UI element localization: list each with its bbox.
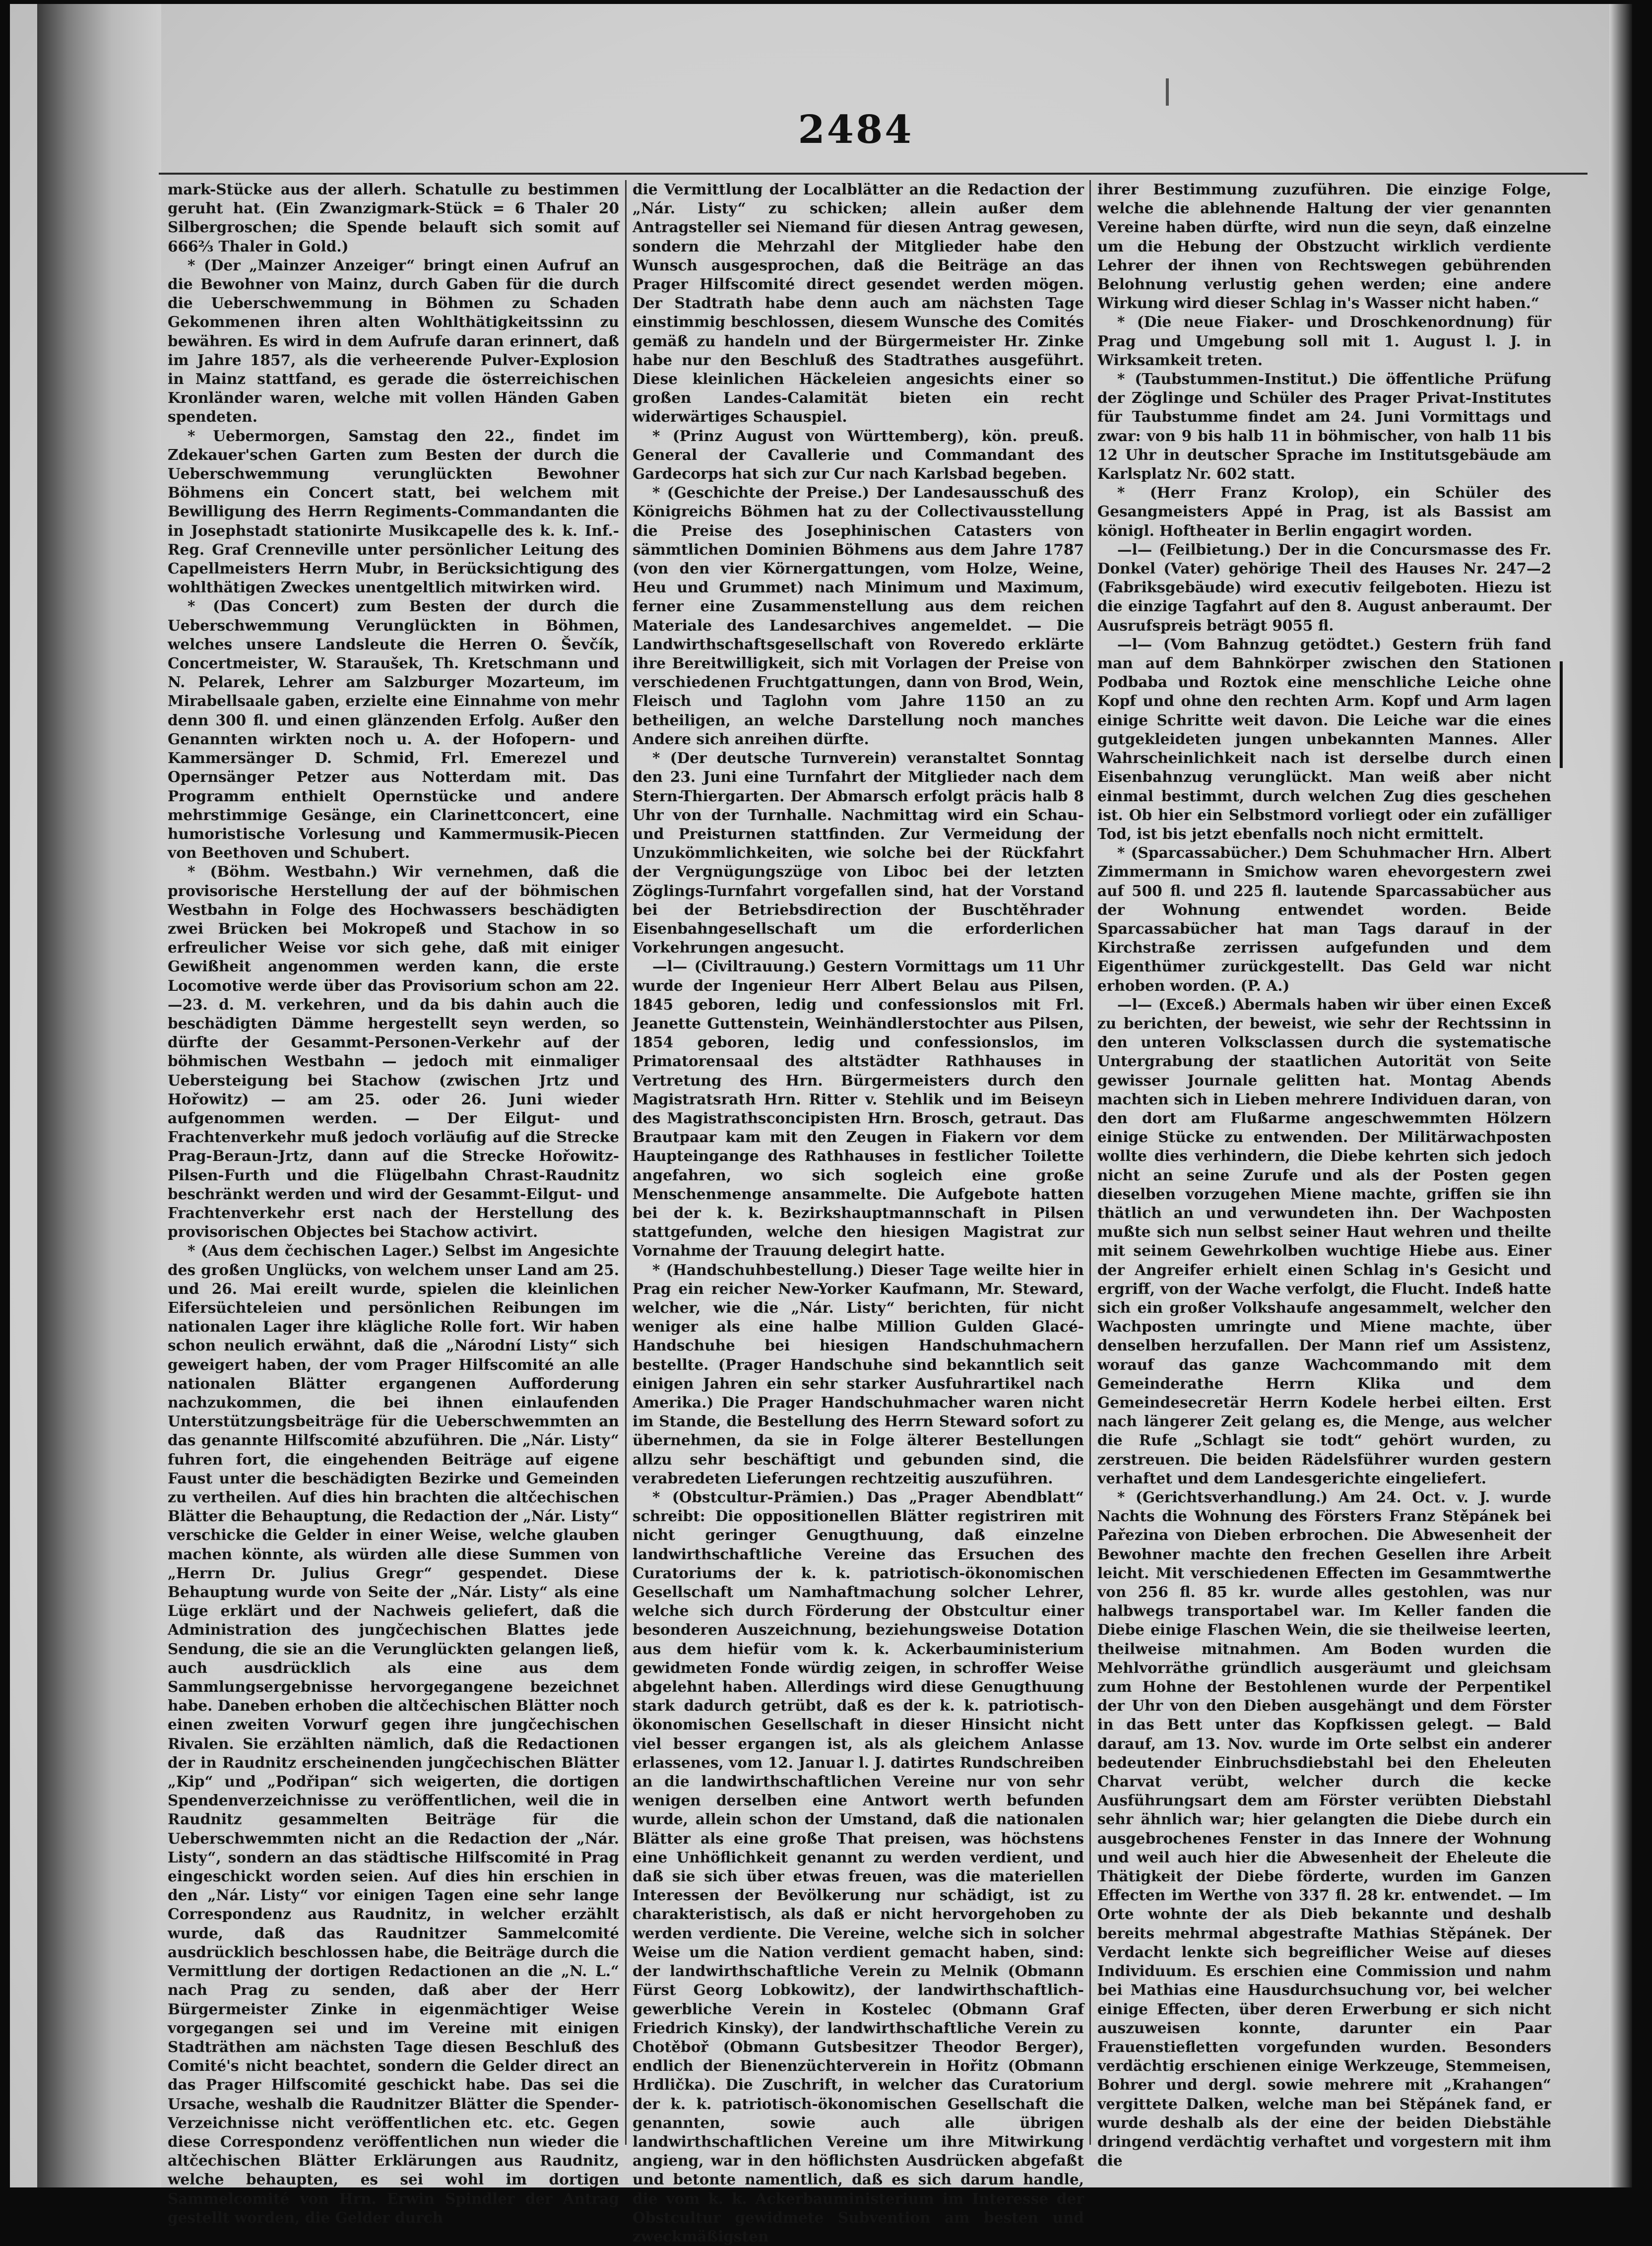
article-paragraph: * (Obstcultur-Prämien.) Das „Prager Abendblatt“ schreibt: Die oppositionellen Blätter registriren mit nicht geringer Genugthuung, daß einzelne landwirthschaftliche Vereine das Ersuchen des Curatoriums der k. k. patriotisch-ökonomischen Gesellschaft um Namhaftmachung solcher Lehrer, welche sich durch Förderung der Obstcultur einer besonderen Auszeichnung, beziehungsweise Dotation aus dem hiefür vom k. k. Ackerbauministerium gewidmeten Fonde würdig zeigen, in schroffer Weise abgelehnt haben. Allerdings wird diese Genugthuung stark dadurch getrübt, daß es der k. k. patriotisch-ökonomischen Gesellschaft in dieser Hinsicht nicht viel besser ergangen ist, als als gleichem Anlasse erlassenes, vom 12. Januar l. J. datirtes Rundschreiben an die landwirthschaftlichen Vereine nur von sehr wenigen derselben eine Antwort werth befunden wurde, allein schon der Umstand, daß die nationalen Blätter als eine große That preisen, was höchstens eine Unhöflichkeit genannt zu werden verdient, und daß sie sich über etwas freuen, was die materiellen Interessen der Bevölkerung nur schädigt, ist zu charakteristisch, als daß er nicht hervorgehoben zu werden verdiente. Die Vereine, welche sich in solcher Weise um die Nation verdient gemacht haben, sind: der landwirthschaftliche Verein zu Melnik (Obmann Fürst Georg Lobkowitz), der landwirthschaftlich-gewerbliche Verein in Kostelec (Obmann Graf Friedrich Kinsky), der landwirthschaftliche Verein zu Chotěboř (Obmann Gutsbesitzer Theodor Berger), endlich der Bienenzüchterverein in Hořitz (Obmann Hrdlička). Die Zuschrift, in welcher das Curatorium der k. k. patriotisch-ökonomischen Gesellschaft die genannten, sowie auch alle übrigen landwirthschaftlichen Vereine um ihre Mitwirkung angieng, war in den höflichsten Ausdrücken abgefaßt und betonte namentlich, daß es sich darum handle, die vom k. k. Ackerbauministerium im Interesse der Obstcultur gewidmete Subvention am besten und zweckmäßigsten bbox=[633, 1488, 1084, 2245]
margin-pencil-mark bbox=[1560, 661, 1563, 768]
ink-smudge bbox=[1166, 78, 1169, 106]
article-paragraph: * (Der deutsche Turnverein) veranstaltet Sonntag den 23. Juni eine Turnfahrt der Mitglieder nach dem Stern-Thiergarten. Der Abmarsch erfolgt präcis halb 8 Uhr von der Turnhalle. Nachmittag wird ein Schau- und Preisturnen stattfinden. Zur Vermeidung der Unzukömmlichkeiten, wie solche bei der Rückfahrt der Vergnügungszüge von Liboc bei der letzten Zöglings-Turnfahrt vorgefallen sind, hat der Vorstand bei der Betriebsdirection der Buschtěhrader Eisenbahngesellschaft um die erforderlichen Vorkehrungen angesucht. bbox=[633, 749, 1084, 957]
article-paragraph: mark-Stücke aus der allerh. Schatulle zu bestimmen geruht hat. (Ein Zwanzigmark-Stück = 6 Thaler 20 Silbergroschen; die Spende belauft sich somit auf 666⅔ Thaler in Gold.) bbox=[168, 181, 619, 255]
article-paragraph: * (Der „Mainzer Anzeiger“ bringt einen Aufruf an die Bewohner von Mainz, durch Gaben für die durch die Ueberschwemmung in Böhmen zu Schaden Gekommenen ihren alten Wohlthätigkeitssinn zu bewähren. Es wird in dem Aufrufe daran erinnert, daß im Jahre 1857, als die verheerende Pulver-Explosion in Mainz stattfand, es gerade die österreichischen Kronländer waren, welche mit vollen Händen Gaben spendeten. bbox=[168, 256, 619, 426]
article-paragraph: * (Herr Franz Krolop), ein Schüler des Gesangmeisters Appé in Prag, ist als Bassist am königl. Hoftheater in Berlin engagirt worden. bbox=[1097, 484, 1551, 539]
article-paragraph: * (Taubstummen-Institut.) Die öffentliche Prüfung der Zöglinge und Schüler des Prager Privat-Institutes für Taubstumme findet am 24. Juni Vormittags und zwar: von 9 bis halb 11 in böhmischer, von halb 11 bis 12 Uhr in deutscher Sprache im Institutsgebäude am Karlsplatz Nr. 602 statt. bbox=[1097, 370, 1551, 483]
article-paragraph: —l— (Vom Bahnzug getödtet.) Gestern früh fand man auf dem Bahnkörper zwischen den Stationen Podbaba und Roztok eine menschliche Leiche ohne Kopf und ohne den rechten Arm. Kopf und Arm lagen einige Schritte weit davon. Die Leiche war die eines gutgekleideten jungen unbekannten Mannes. Aller Wahrscheinlichkeit nach ist derselbe durch einen Eisenbahnzug verunglückt. Man weiß aber nicht einmal bestimmt, durch welchen Zug dies geschehen ist. Ob hier ein Selbstmord vorliegt oder ein zufälliger Tod, ist bis jetzt ebenfalls noch nicht ermittelt. bbox=[1097, 635, 1551, 842]
book-spine-shadow bbox=[37, 4, 161, 2187]
article-paragraph: * (Prinz August von Württemberg), kön. preuß. General der Cavallerie und Commandant des Gardecorps hat sich zur Cur nach Karlsbad begeben. bbox=[633, 427, 1084, 483]
article-paragraph: die Vermittlung der Localblätter an die Redaction der „Nár. Listy“ zu schicken; allein außer dem Antragsteller sei Niemand für diesen Antrag gewesen, sondern die Mehrzahl der Mitglieder habe den Wunsch ausgesprochen, daß die Beiträge an das Prager Hilfscomité direct gesendet werden mögen. Der Stadtrath habe denn auch am nächsten Tage einstimmig beschlossen, diesem Wunsche des Comités gemäß zu handeln und der Bürgermeister Hr. Zinke habe nur den Beschluß des Stadtrathes ausgeführt. Diese kleinlichen Häckeleien angesichts einer so großen Landes-Calamität bieten ein recht widerwärtiges Schauspiel. bbox=[633, 181, 1084, 426]
article-paragraph: * (Gerichtsverhandlung.) Am 24. Oct. v. J. wurde Nachts die Wohnung des Försters Franz Stěpánek bei Pařezina von Dieben erbrochen. Die Abwesenheit der Bewohner machte den frechen Gesellen ihre Arbeit leicht. Mit verschiedenen Effecten im Gesammtwerthe von 256 fl. 85 kr. wurde alles gestohlen, was nur halbwegs transportabel war. Im Keller fanden die Diebe einige Flaschen Wein, die sie theilweise leerten, theilweise mitnahmen. Am Boden wurden die Mehlvorräthe gründlich ausgeräumt und gleichsam zum Hohne der Bestohlenen wurde der Perpentikel der Uhr von den Dieben ausgehängt und dem Förster in das Bett unter das Kopfkissen gelegt. — Bald darauf, am 13. Nov. wurde im Orte selbst ein anderer bedeutender Einbruchsdiebstahl bei den Eheleuten Charvat verübt, welcher durch die kecke Ausführungsart dem am Förster verübten Diebstahl sehr ähnlich war; hier gelangten die Diebe durch ein ausgebrochenes Fenster in das Innere der Wohnung und weil auch hier die Abwesenheit der Eheleute die Thätigkeit der Diebe förderte, wurden im Ganzen Effecten im Werthe von 337 fl. 28 kr. entwendet. — Im Orte wohnte der als Dieb bekannte und deshalb bereits mehrmal abgestrafte Mathias Stěpánek. Der Verdacht lenkte sich begreiflicher Weise auf dieses Individuum. Es erschien eine Commission und nahm bei Mathias eine Hausdurchsuchung vor, bei welcher einige Effecten, über deren Erwerbung er sich nicht auszuweisen konnte, darunter ein Paar Frauenstiefletten vorgefunden wurden. Besonders verdächtig erschienen einige Werkzeuge, Stemmeisen, Bohrer und dergl. sowie mehrere mit „Krahangen“ vergittete Dalken, welche man bei Stěpánek fand, er wurde deshalb als der eine der beiden Diebstähle dringend verdächtig verhaftet und vorgestern mit ihm die bbox=[1097, 1488, 1551, 2170]
article-paragraph: * (Die neue Fiaker- und Droschkenordnung) für Prag und Umgebung soll mit 1. August l. J. in Wirksamkeit treten. bbox=[1097, 313, 1551, 369]
article-paragraph: * (Sparcassabücher.) Dem Schuhmacher Hrn. Albert Zimmermann in Smichow waren ehevorgestern zwei auf 500 fl. und 225 fl. lautende Sparcassabücher aus der Wohnung entwendet worden. Beide Sparcassabücher hat man Tags darauf in der Kirchstraße zerrissen aufgefunden und dem Eigenthümer zurückgestellt. Das Geld war nicht erhoben worden. (P. A.) bbox=[1097, 844, 1551, 994]
column-divider bbox=[1089, 180, 1091, 2145]
article-paragraph: * (Aus dem čechischen Lager.) Selbst im Angesichte des großen Unglücks, von welchem unser Land am 25. und 26. Mai ereilt wurde, spielen die kleinlichen Eifersüchteleien und persönlichen Reibungen im nationalen Lager ihre klägliche Rolle fort. Wir haben schon neulich erwähnt, daß die „Národní Listy“ sich geweigert haben, der vom Prager Hilfscomité an alle nationalen Blätter ergangenen Aufforderung nachzukommen, die bei ihnen einlaufenden Unterstützungsbeiträge für die Ueberschwemmten an das genannte Hilfscomité abzuführen. Die „Nár. Listy“ fuhren fort, die eingehenden Beiträge auf eigene Faust unter die beschädigten Bezirke und Gemeinden zu vertheilen. Auf dies hin brachten die altčechischen Blätter die Behauptung, die Redaction der „Nár. Listy“ verschicke die Gelder in einer Weise, welche glauben machen könnte, als würden alle diese Summen von „Herrn Dr. Julius Gregr“ gespendet. Diese Behauptung wurde von Seite der „Nár. Listy“ als eine Lüge erklärt und der Nachweis geliefert, daß die Administration des jungčechischen Blattes jede Sendung, die sie an die Verunglückten gelangen ließ, auch ausdrücklich als eine aus dem Sammlungsergebnisse hervorgegangene bezeichnet habe. Daneben erhoben die altčechischen Blätter noch einen zweiten Vorwurf gegen ihre jungčechischen Rivalen. Sie erzählten nämlich, daß die Redactionen der in Raudnitz erscheinenden jungčechischen Blätter „Kip“ und „Podřipan“ sich weigerten, die dortigen Spendenverzeichnisse zu veröffentlichen, weil die in Raudnitz gesammelten Beiträge für die Ueberschwemmten nicht an die Redaction der „Nár. Listy“, sondern an das städtische Hilfscomité in Prag eingeschickt worden seien. Auf dies hin erschien in den „Nár. Listy“ vor einigen Tagen eine sehr lange Correspondenz aus Raudnitz, in welcher erzählt wurde, daß das Raudnitzer Sammelcomité ausdrücklich beschlossen habe, die Beiträge durch die Vermittlung der dortigen Redactionen an die „N. L.“ nach Prag zu senden, daß aber der Herr Bürgermeister Zinke in eigenmächtiger Weise vorgegangen sei und im Vereine mit einigen Stadträthen am nächsten Tage diesen Beschluß des Comité's nicht beachtet, sondern die Gelder direct an das Prager Hilfscomité geschickt habe. Das sei die Ursache, weshalb die Raudnitzer Blätter die Spender-Verzeichnisse nicht veröffentlichen etc. etc. Gegen diese Correspondenz veröffentlichen nun wieder die altčechischen Blätter Erklärungen aus Raudnitz, welche behaupten, es sei wohl im dortigen Sammelcomité von Hrn. Erwin Spindler der Antrag gestellt worden, die Gelder durch bbox=[168, 1242, 619, 2226]
article-paragraph: * (Böhm. Westbahn.) Wir vernehmen, daß die provisorische Herstellung der auf der böhmischen Westbahn in Folge des Hochwassers beschädigten zwei Brücken bei Mokropeß und Stachow in so erfreulicher Weise vor sich gehe, daß mit einiger Gewißheit angenommen werden kann, die erste Locomotive werde über das Provisorium schon am 22.—23. d. M. verkehren, und da bis dahin auch die beschädigten Dämme hergestellt seyn werden, so dürfte der Gesammt-Personen-Verkehr auf der böhmischen Westbahn — jedoch mit einmaliger Uebersteigung bei Stachow (zwischen Jrtz und Hořowitz) — am 25. oder 26. Juni wieder aufgenommen werden. — Der Eilgut- und Frachtenverkehr muß jedoch vorläufig auf die Strecke Prag-Beraun-Jrtz, dann auf die Strecke Hořowitz-Pilsen-Furth und die Flügelbahn Chrast-Raudnitz beschränkt werden und wird der Gesammt-Eilgut- und Frachtenverkehr erst nach der Herstellung des provisorischen Objectes bei Stachow activirt. bbox=[168, 863, 619, 1241]
header-rule bbox=[159, 173, 1588, 175]
article-paragraph: —l— (Exceß.) Abermals haben wir über einen Exceß zu berichten, der beweist, wie sehr der Rechtssinn in den unteren Volksclassen durch die systematische Untergrabung der staatlichen Autorität von Seite gewisser Journale gelitten hat. Montag Abends machten sich in Lieben mehrere Individuen daran, von den dort am Flußarme angeschwemmten Hölzern einige Stücke zu entwenden. Der Militärwachposten wollte dies verhindern, die Diebe kehrten sich jedoch nicht an seine Zurufe und als der Posten gegen dieselben vorzugehen Miene machte, griffen sie ihn thätlich an und verwundeten ihn. Der Wachposten mußte sich nun selbst seiner Haut wehren und theilte mit seinem Gewehrkolben wuchtige Hiebe aus. Einer der Angreifer erhielt einen Schlag in's Gesicht und ergriff, von der Wache verfolgt, die Flucht. Indeß hatte sich ein großer Volkshaufe angesammelt, welcher den Wachposten umringte und Miene machte, über denselben herzufallen. Der Mann rief um Assistenz, worauf das ganze Wachcommando mit dem Gemeinderathe Herrn Klika und dem Gemeindesecretär Herrn Kodele herbei eilten. Erst nach längerer Zeit gelang es, die Menge, aus welcher die Rufe „Schlagt sie todt“ gehört wurden, zu zerstreuen. Die beiden Rädelsführer wurden gestern verhaftet und dem Landesgerichte eingeliefert. bbox=[1097, 995, 1551, 1487]
article-paragraph: * (Das Concert) zum Besten der durch die Ueberschwemmung Verunglückten in Böhmen, welches unsere Landsleute die Herren O. Ševčík, Concertmeister, W. Staraušek, Th. Kretschmann und N. Pelarek, Lehrer am Salzburger Mozarteum, im Mirabellsaale gaben, erzielte eine Einnahme von mehr denn 300 fl. und einen glänzenden Erfolg. Außer den Genannten wirkten noch u. A. der Hofopern- und Kammersänger D. Schmid, Frl. Emerezel und Opernsänger Petzer aus Notterdam mit. Das Programm enthielt Opernstücke und andere mehrstimmige Gesänge, ein Clarinettconcert, eine humoristische Vorlesung und Kammermusik-Piecen von Beethoven und Schubert. bbox=[168, 597, 619, 862]
article-paragraph: —l— (Feilbietung.) Der in die Concursmasse des Fr. Donkel (Vater) gehörige Theil des Hauses Nr. 247—2 (Fabriksgebäude) wird executiv feilgeboten. Hiezu ist die einzige Tagfahrt auf den 8. August anberaumt. Der Ausrufspreis beträgt 9055 fl. bbox=[1097, 540, 1551, 634]
article-paragraph: * (Geschichte der Preise.) Der Landesausschuß des Königreichs Böhmen hat zu der Collectivausstellung die Preise des Josephinischen Catasters von sämmtlichen Dominien Böhmens aus dem Jahre 1787 (von den vier Körnergattungen, vom Holze, Weine, Heu und Grummet) nach Minimum und Maximum, ferner eine Zusammenstellung aus dem reichen Materiale des Landesarchives angemeldet. — Die Landwirthschaftsgesellschaft von Roveredo erklärte ihre Bereitwilligkeit, sich mit Vorlagen der Preise von verschiedenen Fruchtgattungen, dann von Brod, Wein, Fleisch und Taglohn vom Jahre 1150 an zu betheiligen, an welche Darstellung noch manches Andere sich anreihen dürfte. bbox=[633, 484, 1084, 748]
text-column-middle bbox=[633, 180, 1084, 2245]
newspaper-page bbox=[10, 4, 1632, 2245]
column-divider bbox=[625, 180, 627, 2145]
text-column-right bbox=[1097, 180, 1551, 2170]
article-paragraph: ihrer Bestimmung zuzuführen. Die einzige Folge, welche die ablehnende Haltung der vier genannten Vereine haben dürfte, wird nun die seyn, daß einzelne um die Hebung der Obstzucht wirklich verdiente Lehrer der ihnen von Rechtswegen gebührenden Belohnung verlustig gehen werden; eine andere Wirkung wird dieser Schlag in's Wasser nicht haben.“ bbox=[1097, 181, 1551, 312]
text-column-left bbox=[168, 180, 619, 2226]
article-paragraph: —l— (Civiltrauung.) Gestern Vormittags um 11 Uhr wurde der Ingenieur Herr Albert Belau aus Pilsen, 1845 geboren, ledig und confessionslos mit Frl. Jeanette Guttenstein, Weinhändlerstochter aus Pilsen, 1854 geboren, ledig und confessionslos, im Primatorensaal des altstädter Rathhauses in Vertretung des Hrn. Bürgermeisters durch den Magistratsrath Hrn. Ritter v. Stehlik und im Beiseyn des Magistrathsconcipisten Hrn. Brosch, getraut. Das Brautpaar kam mit den Zeugen in Fiakern vor dem Haupteingange des Rathhauses in festlicher Toilette angefahren, wo sich sogleich eine große Menschenmenge ansammelte. Die Aufgebote hatten bei der k. k. Bezirkshauptmannschaft in Pilsen stattgefunden, welche den hiesigen Magistrat zur Vornahme der Trauung delegirt hatte. bbox=[633, 958, 1084, 1260]
article-paragraph: * (Handschuhbestellung.) Dieser Tage weilte hier in Prag ein reicher New-Yorker Kaufmann, Mr. Steward, welcher, wie die „Nár. Listy“ berichten, für nicht weniger als eine halbe Million Gulden Glacé-Handschuhe bei hiesigen Handschuhmachern bestellte. (Prager Handschuhe sind bekanntlich seit einigen Jahren ein sehr starker Ausfuhrartikel nach Amerika.) Die Prager Handschuhmacher waren nicht im Stande, die Bestellung des Herrn Steward sofort zu übernehmen, da sie in Folge älterer Bestellungen allzu sehr beschäftigt und gebunden sind, die verabredeten Lieferungen rechtzeitig auszuführen. bbox=[633, 1261, 1084, 1487]
article-paragraph: * Uebermorgen, Samstag den 22., findet im Zdekauer'schen Garten zum Besten der durch die Ueberschwemmung verunglückten Bewohner Böhmens ein Concert statt, bei welchem mit Bewilligung des Herrn Regiments-Commandanten die in Josephstadt stationirte Musikcapelle des k. k. Inf.-Reg. Graf Crenneville unter persönlicher Leitung des Capellmeisters Herrn Mubr, in Berücksichtigung des wohlthätigen Zweckes unentgeltlich mitwirken wird. bbox=[168, 427, 619, 596]
page-edge-shadow bbox=[1609, 4, 1632, 2187]
page-number: 2484 bbox=[798, 107, 914, 152]
